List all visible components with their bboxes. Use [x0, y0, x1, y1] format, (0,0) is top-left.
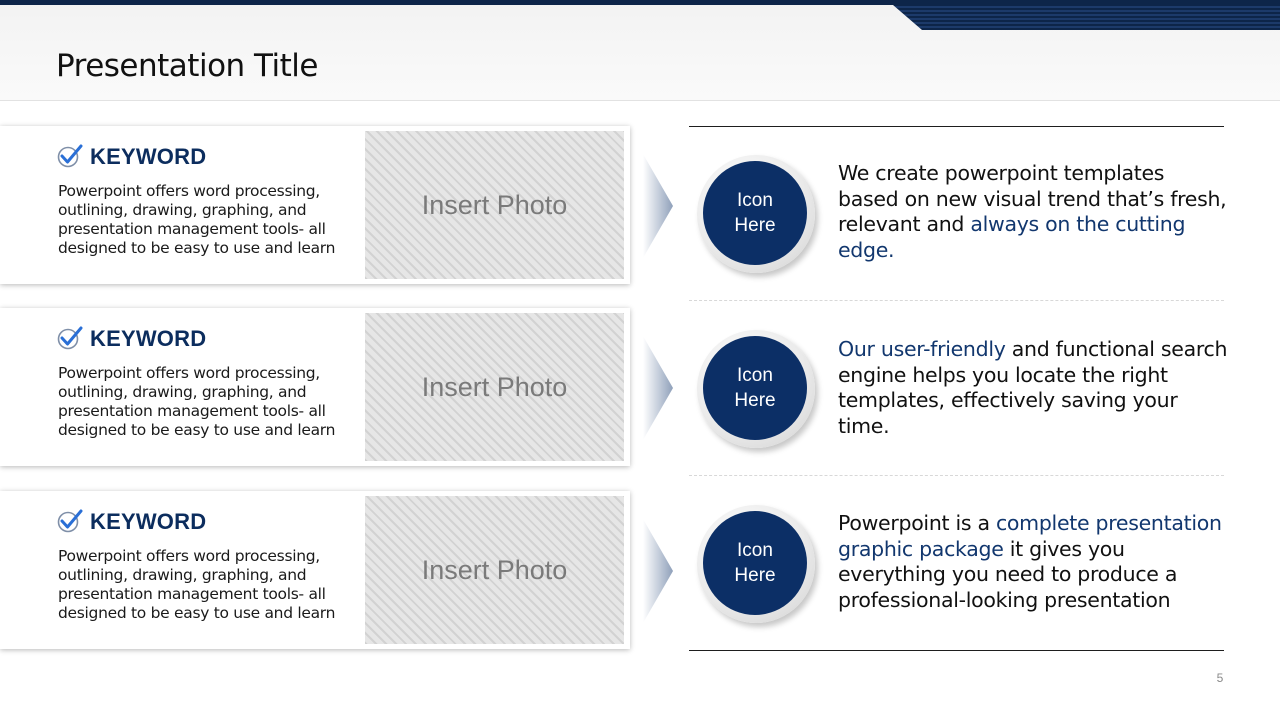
icon-label-line2: Here [734, 390, 776, 411]
divider-dashed [689, 475, 1224, 476]
photo-placeholder[interactable] [365, 496, 624, 644]
divider-bottom [689, 650, 1224, 651]
keyword-heading: KEYWORD [90, 509, 207, 534]
page-title: Presentation Title [56, 48, 318, 84]
check-icon [57, 325, 83, 351]
icon-label-line2: Here [734, 565, 776, 586]
icon-label-line1: Icon [737, 190, 773, 211]
keyword-description: Powerpoint offers word processing, outlining, drawing, graphing, and presentation management tools- all designed to be easy to use and learn [58, 547, 336, 622]
icon-placeholder-inner [703, 336, 807, 440]
photo-placeholder-label: Insert Photo [421, 189, 568, 220]
desc-text: and functional search engine helps you locate the right templates, effectively saving your time. [838, 337, 1228, 438]
keyword-heading: KEYWORD [90, 326, 207, 351]
keyword-card-1 [0, 126, 630, 284]
icon-placeholder-1[interactable] [697, 155, 815, 273]
desc-text: Powerpoint is a [838, 511, 996, 535]
photo-placeholder[interactable] [365, 313, 624, 461]
icon-placeholder-3[interactable] [697, 505, 815, 623]
desc-text: We create powerpoint templates based on new visual trend that’s fresh, relevant and [838, 161, 1227, 236]
row-description-3 [838, 511, 1228, 613]
keyword-card-3 [0, 491, 630, 649]
icon-label-line1: Icon [737, 540, 773, 561]
page-number: 5 [1216, 671, 1224, 685]
row-description-1 [838, 161, 1228, 263]
row-description-2 [838, 337, 1228, 439]
desc-highlight: always on the cutting edge. [838, 212, 1186, 262]
check-icon [57, 143, 83, 169]
photo-placeholder-label: Insert Photo [421, 371, 568, 402]
icon-label-line1: Icon [737, 365, 773, 386]
header-top-line [0, 0, 1280, 5]
keyword-heading: KEYWORD [90, 144, 207, 169]
icon-placeholder-inner [703, 161, 807, 265]
chevron-right-icon [643, 336, 673, 440]
icon-label-line2: Here [734, 215, 776, 236]
chevron-right-icon [643, 154, 673, 258]
desc-highlight: complete presentation graphic package [838, 511, 1222, 561]
photo-placeholder[interactable] [365, 131, 624, 279]
photo-placeholder-label: Insert Photo [421, 554, 568, 585]
chevron-right-icon [643, 519, 673, 623]
keyword-description: Powerpoint offers word processing, outlining, drawing, graphing, and presentation management tools- all designed to be easy to use and learn [58, 364, 336, 439]
desc-text: it gives you everything you need to produce a professional-looking presentation [838, 536, 1178, 612]
icon-placeholder-2[interactable] [697, 330, 815, 448]
icon-placeholder-inner [703, 511, 807, 615]
check-icon [57, 508, 83, 534]
keyword-card-2 [0, 308, 630, 466]
keyword-description: Powerpoint offers word processing, outlining, drawing, graphing, and presentation management tools- all designed to be easy to use and learn [58, 182, 336, 257]
divider-dashed [689, 300, 1224, 301]
desc-highlight: Our user-friendly [838, 337, 1006, 361]
slide-header [0, 0, 1280, 101]
divider-top [689, 126, 1224, 127]
